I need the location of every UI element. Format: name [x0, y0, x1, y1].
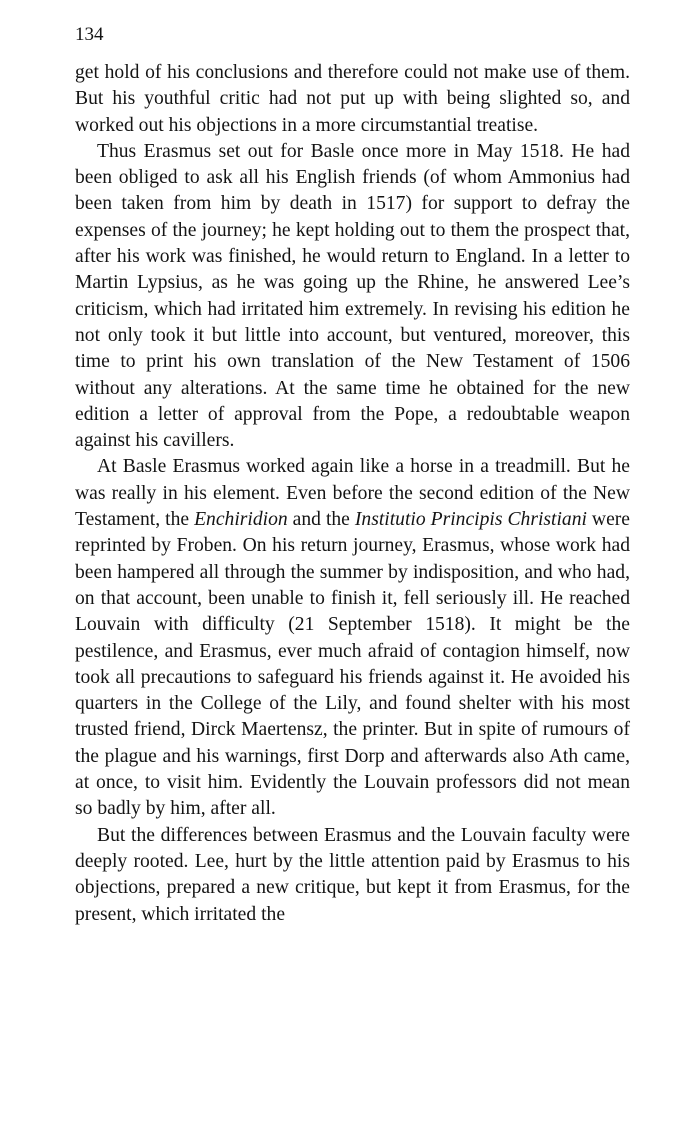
text-run: get hold of his conclusions and therefore could not make use of them. But his youthful critic had not put up with being slighted so, and worked out his objections in a more circumstantial treatise. — [75, 62, 635, 136]
paragraph — [75, 823, 635, 928]
text-run: At Basle Erasmus worked again like a horse in a treadmill. But he was really in his element. Even before the second edition of the New Testament, the — [75, 456, 635, 531]
italic-title: Institutio Principis Christiani — [354, 509, 587, 531]
text-run: Thus Erasmus set out for Basle once more in May 1518. He had been obliged to ask all his English friends (of whom Ammonius had been taken from him by death in 1517) for support to defray the expenses of the journey; he kept holding out to them the prospect that, after his work was finished, he would return to England. In a letter to Martin Lypsius, as he was going up the Rhine, he answered Lee’s criticism, which had irritated him extremely. In revising his edition he not only took it but little into account, but ventured, moreover, this time to print his own translation of the New Testament of 1506 without any alterations. At the same time he obtained for the new edition a letter of approval from the Pope, a redoubtable weapon against his cavillers. — [75, 140, 635, 452]
body-text — [75, 60, 635, 928]
text-run: But the differences between Erasmus and the Louvain faculty were deeply rooted. Lee, hurt by the little attention paid by Erasmus to his objections, prepared a new critique, but kept it from Erasmus, for the present, which irritated the — [75, 824, 635, 925]
paragraph — [75, 60, 635, 139]
paragraph — [75, 139, 635, 455]
book-page — [75, 22, 635, 928]
paragraph — [75, 454, 635, 822]
page-number: 134 — [75, 24, 104, 45]
italic-title: Enchiridion — [194, 509, 288, 531]
text-run: and the — [287, 509, 355, 531]
text-run: were reprinted by Froben. On his return journey, Erasmus, whose work had been hampered all through the summer by indisposition, and who had, on that account, been unable to finish it, fell seriously ill. He reached Louvain with difficulty (21 September 1518). It might be the pestilence, and Erasmus, ever much afraid of contagion himself, now took all precautions to safeguard his friends against it. He avoided his quarters in the College of the Lily, and found shelter with his most trusted friend, Dirck Maertensz, the printer. But in spite of rumours of the plague and his warnings, first Dorp and afterwards also Ath came, at once, to visit him. Evidently the Louvain professors did not mean so badly by him, after all. — [75, 509, 635, 820]
